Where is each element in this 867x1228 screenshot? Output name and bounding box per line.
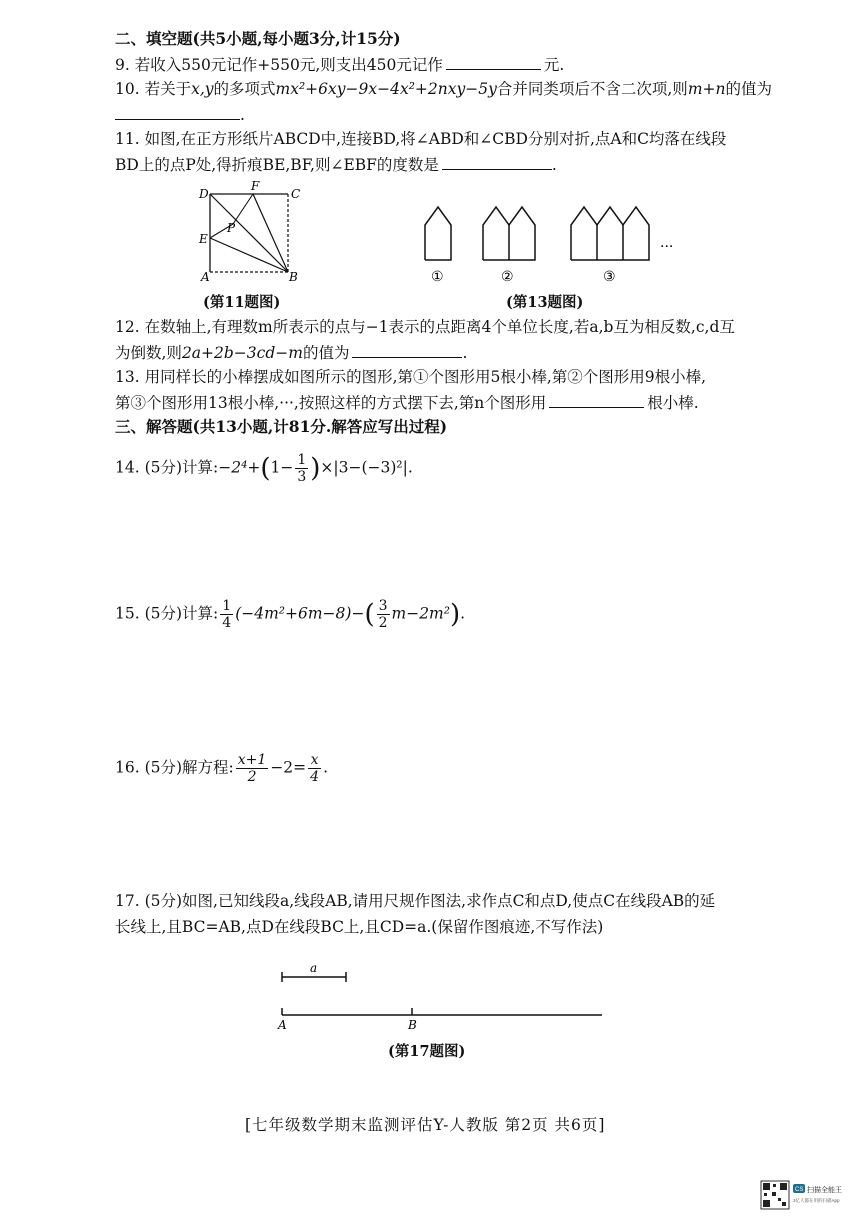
answer-blank-13[interactable] (549, 391, 644, 408)
figure-13-ellipsis: ··· (660, 239, 674, 255)
question-17-line1: 17. (5分)如图,已知线段a,线段AB,请用尺规作图法,求作点C和点D,使点C在线段AB的延 (115, 892, 716, 910)
question-12-line2: 为倒数,则2a+2b−3cd−m的值为 . (115, 341, 467, 364)
question-14: 14. (5分)计算:−2⁴+(1− $\frac{1}{3}$ )×|3−(−3)²|. (115, 452, 413, 485)
figure-13-diagram (415, 195, 685, 290)
section2-title: 二、填空题(共5小题,每小题3分,计15分) (115, 29, 401, 48)
page-footer: [七年级数学期末监测评估Y-人教版 第2页 共6页] (245, 1116, 606, 1134)
label-B: B (289, 270, 298, 284)
label-P: P (227, 221, 236, 235)
question-16: 16. (5分)解方程: $\frac{x+1}{2}$ −2= $\frac{x}{4}$ . (115, 752, 329, 785)
label-A: A (201, 270, 210, 284)
section3-title: 三、解答题(共13小题,计81分.解答应写出过程) (115, 417, 448, 436)
diagonal-BD (210, 194, 288, 272)
answer-blank-9[interactable] (446, 53, 541, 70)
figure-13-label-1: ① (431, 269, 444, 285)
answer-blank-10[interactable] (115, 103, 240, 120)
svg-text:CS: CS (795, 1187, 804, 1193)
qr-code-icon (760, 1180, 852, 1214)
segment-FP (233, 194, 253, 224)
question-10: 10. 若关于x,y的多项式mx²+6xy−9x−4x²+2nxy−5y合并同类项后不含二次项,则m+n的值为 (115, 80, 772, 98)
question-11-line1: 11. 如图,在正方形纸片ABCD中,连接BD,将∠ABD和∠CBD分别对折,点A和C均落在线段 (115, 130, 727, 148)
figure-13-label-2: ② (501, 269, 514, 285)
figure-11-caption: (第11题图) (203, 294, 281, 311)
question-13-line1: 13. 用同样长的小棒摆成如图所示的图形,第①个图形用5根小棒,第②个图形用9根小棒, (115, 368, 707, 386)
question-15: 15. (5分)计算: $\frac{1}{4}$ (−4m²+6m−8)−( $\frac{3}{2}$ m−2m²). (115, 598, 466, 631)
label-D: D (199, 187, 209, 201)
question-13-line2: 第③个图形用13根小棒,···,按照这样的方式摆下去,第n个图形用 根小棒. (115, 391, 699, 414)
crease-BF (253, 194, 288, 272)
answer-blank-12[interactable] (352, 341, 462, 358)
crease-BE (210, 238, 288, 272)
figure-13-shape-3 (571, 207, 649, 260)
scanner-watermark (760, 1180, 852, 1214)
question-9: 9. 若收入550元记作+550元,则支出450元记作 元. (115, 53, 564, 76)
question-17-line2: 长线上,且BC=AB,点D在线段BC上,且CD=a.(保留作图痕迹,不写作法) (115, 918, 604, 936)
figure-11-diagram (195, 180, 305, 288)
figure-13-caption: (第13题图) (506, 294, 584, 311)
label-F: F (251, 180, 260, 193)
figure-13-label-3: ③ (603, 269, 616, 285)
figure-17-diagram (270, 960, 615, 1035)
svg-text:3亿人都在用的扫描App: 3亿人都在用的扫描App (793, 1198, 840, 1203)
svg-text:扫描全能王: 扫描全能王 (807, 1187, 842, 1194)
question-12-line1: 12. 在数轴上,有理数m所表示的点与−1表示的点距离4个单位长度,若a,b互为相反数,c,d互 (115, 318, 735, 336)
answer-blank-10-line: . (115, 103, 245, 126)
question-11-line2: BD上的点P处,得折痕BE,BF,则∠EBF的度数是 . (115, 153, 557, 176)
label-C: C (291, 187, 301, 201)
label-E: E (199, 232, 208, 246)
label-A-17: A (278, 1018, 287, 1032)
label-a: a (310, 961, 318, 975)
label-B-17: B (408, 1018, 417, 1032)
figure-13-shape-1 (425, 207, 451, 260)
answer-blank-11[interactable] (442, 153, 552, 170)
figure-17-caption: (第17题图) (388, 1043, 466, 1060)
